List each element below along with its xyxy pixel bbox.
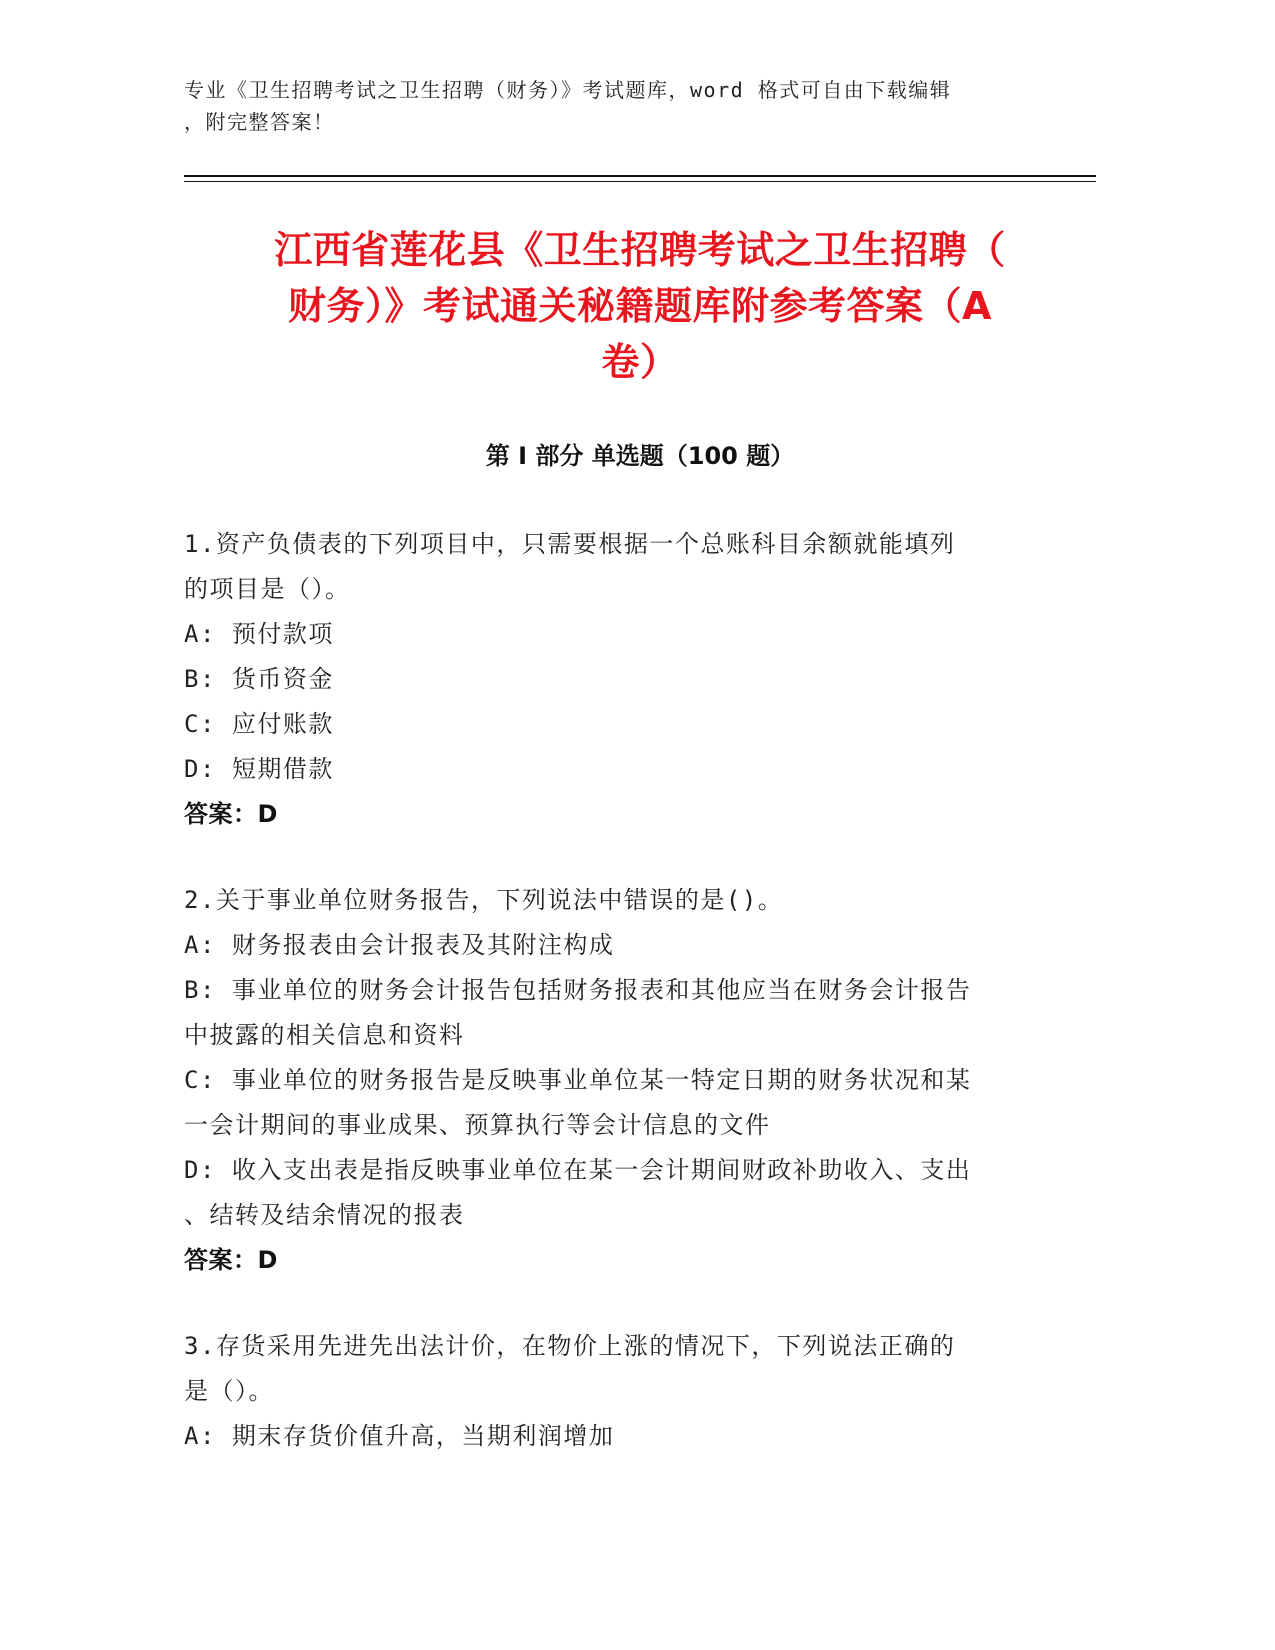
option-d-continued: 、结转及结余情况的报表 xyxy=(184,1201,465,1229)
question-1 xyxy=(184,522,1074,837)
question-stem: 1.资产负债表的下列项目中，只需要根据一个总账科目余额就能填列 xyxy=(184,530,956,558)
option-d: D: 收入支出表是指反映事业单位在某一会计期间财政补助收入、支出 xyxy=(184,1156,972,1184)
option-c: C: 应付账款 xyxy=(184,710,334,738)
header-note xyxy=(184,74,1064,138)
header-note-line: 专业《卫生招聘考试之卫生招聘（财务）》考试题库，word 格式可自由下载编辑 xyxy=(184,78,952,102)
question-stem: 3.存货采用先进先出法计价，在物价上涨的情况下，下列说法正确的 xyxy=(184,1332,956,1360)
option-d: D: 短期借款 xyxy=(184,755,334,783)
question-3 xyxy=(184,1324,1074,1459)
header-note-line: ，附完整答案！ xyxy=(184,110,335,134)
option-b: B: 事业单位的财务会计报告包括财务报表和其他应当在财务会计报告 xyxy=(184,976,972,1004)
answer-label: 答案：D xyxy=(184,800,278,828)
header-divider xyxy=(184,175,1096,177)
section-title: 第 I 部分 单选题（100 题） xyxy=(485,442,795,470)
question-stem: 2.关于事业单位财务报告，下列说法中错误的是()。 xyxy=(184,886,784,914)
document-title-line: 财务）》考试通关秘籍题库附参考答案（A xyxy=(288,284,992,328)
option-a: A: 财务报表由会计报表及其附注构成 xyxy=(184,931,615,959)
option-a: A: 预付款项 xyxy=(184,620,334,648)
document-title xyxy=(180,222,1100,390)
document-title-line: 卷） xyxy=(601,340,679,384)
option-c-continued: 一会计期间的事业成果、预算执行等会计信息的文件 xyxy=(184,1111,771,1139)
question-2 xyxy=(184,878,1074,1283)
header-divider-thin xyxy=(184,181,1096,182)
document-title-line: 江西省莲花县《卫生招聘考试之卫生招聘（ xyxy=(274,228,1006,272)
question-stem: 是（）。 xyxy=(184,1377,274,1405)
answer-label: 答案：D xyxy=(184,1246,278,1274)
option-c: C: 事业单位的财务报告是反映事业单位某一特定日期的财务状况和某 xyxy=(184,1066,972,1094)
option-b: B: 货币资金 xyxy=(184,665,334,693)
question-stem: 的项目是（）。 xyxy=(184,575,351,603)
option-a: A: 期末存货价值升高，当期利润增加 xyxy=(184,1422,615,1450)
question-list xyxy=(184,522,1074,1459)
option-b-continued: 中披露的相关信息和资料 xyxy=(184,1021,465,1049)
